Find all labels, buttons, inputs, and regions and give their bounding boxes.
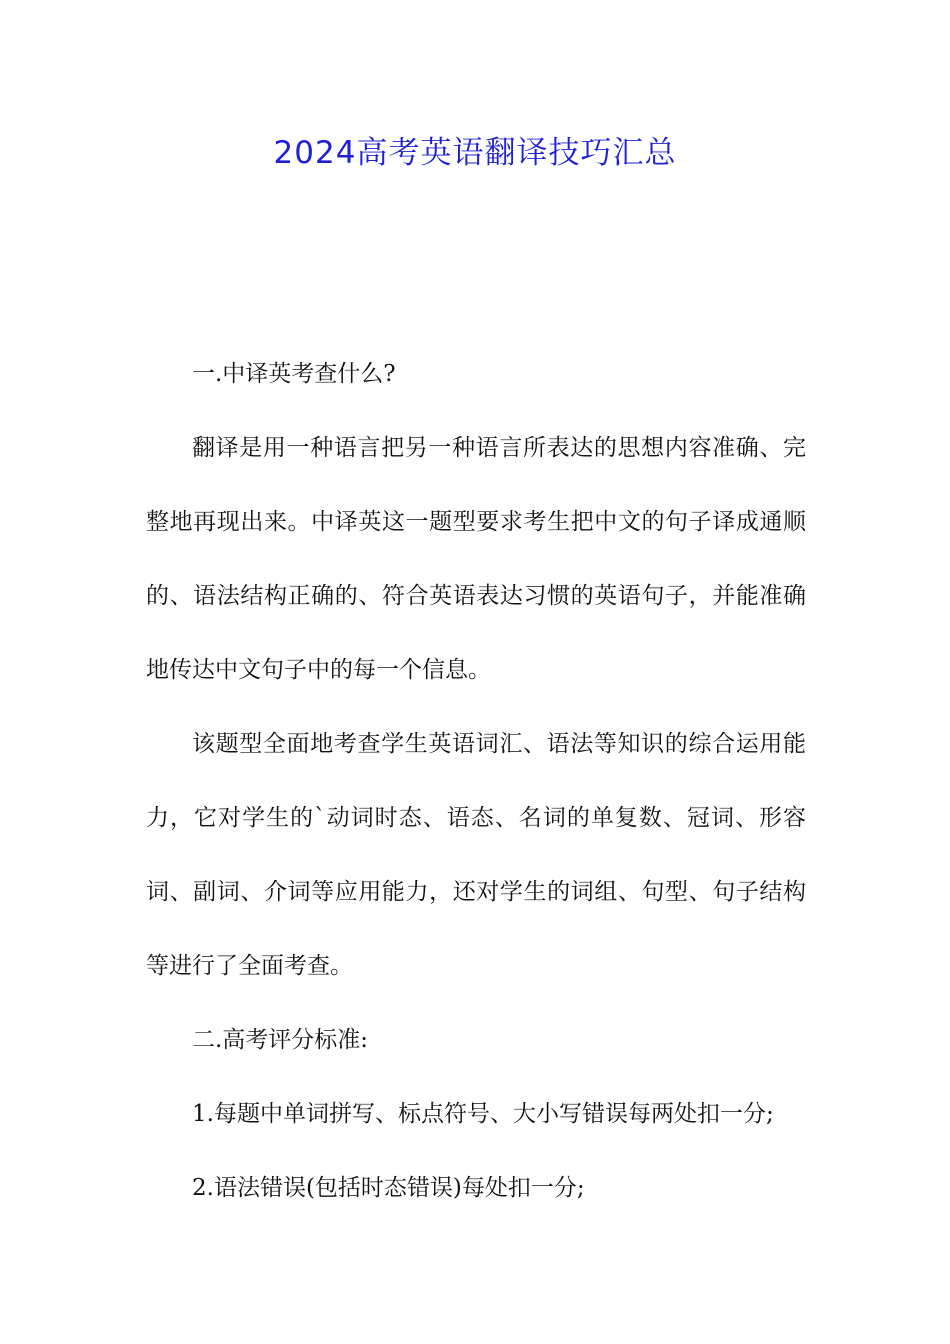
section-heading-what-is-tested: 一.中译英考查什么? [192, 361, 396, 387]
section-heading-scoring-standard: 二.高考评分标准: [192, 1027, 369, 1053]
scoring-rule-2: 2.语法错误(包括时态错误)每处扣一分; [192, 1175, 585, 1201]
document-title: 2024高考英语翻译技巧汇总 [273, 135, 677, 171]
paragraph-comprehensive-assessment: 该题型全面地考查学生英语词汇、语法等知识的综合运用能力，它对学生的`动词时态、语态、名词的单复数、冠词、形容词、副词、介词等应用能力，还对学生的词组、句型、句子结构等进行了全面考查。 [146, 731, 806, 979]
paragraph-translation-definition: 翻译是用一种语言把另一种语言所表达的思想内容准确、完整地再现出来。中译英这一题型要求考生把中文的句子译成通顺的、语法结构正确的、符合英语表达习惯的英语句子，并能准确地传达中文句子中的每一个信息。 [146, 435, 806, 683]
document-body [146, 337, 806, 1225]
scoring-rule-1: 1.每题中单词拼写、标点符号、大小写错误每两处扣一分; [192, 1101, 774, 1127]
